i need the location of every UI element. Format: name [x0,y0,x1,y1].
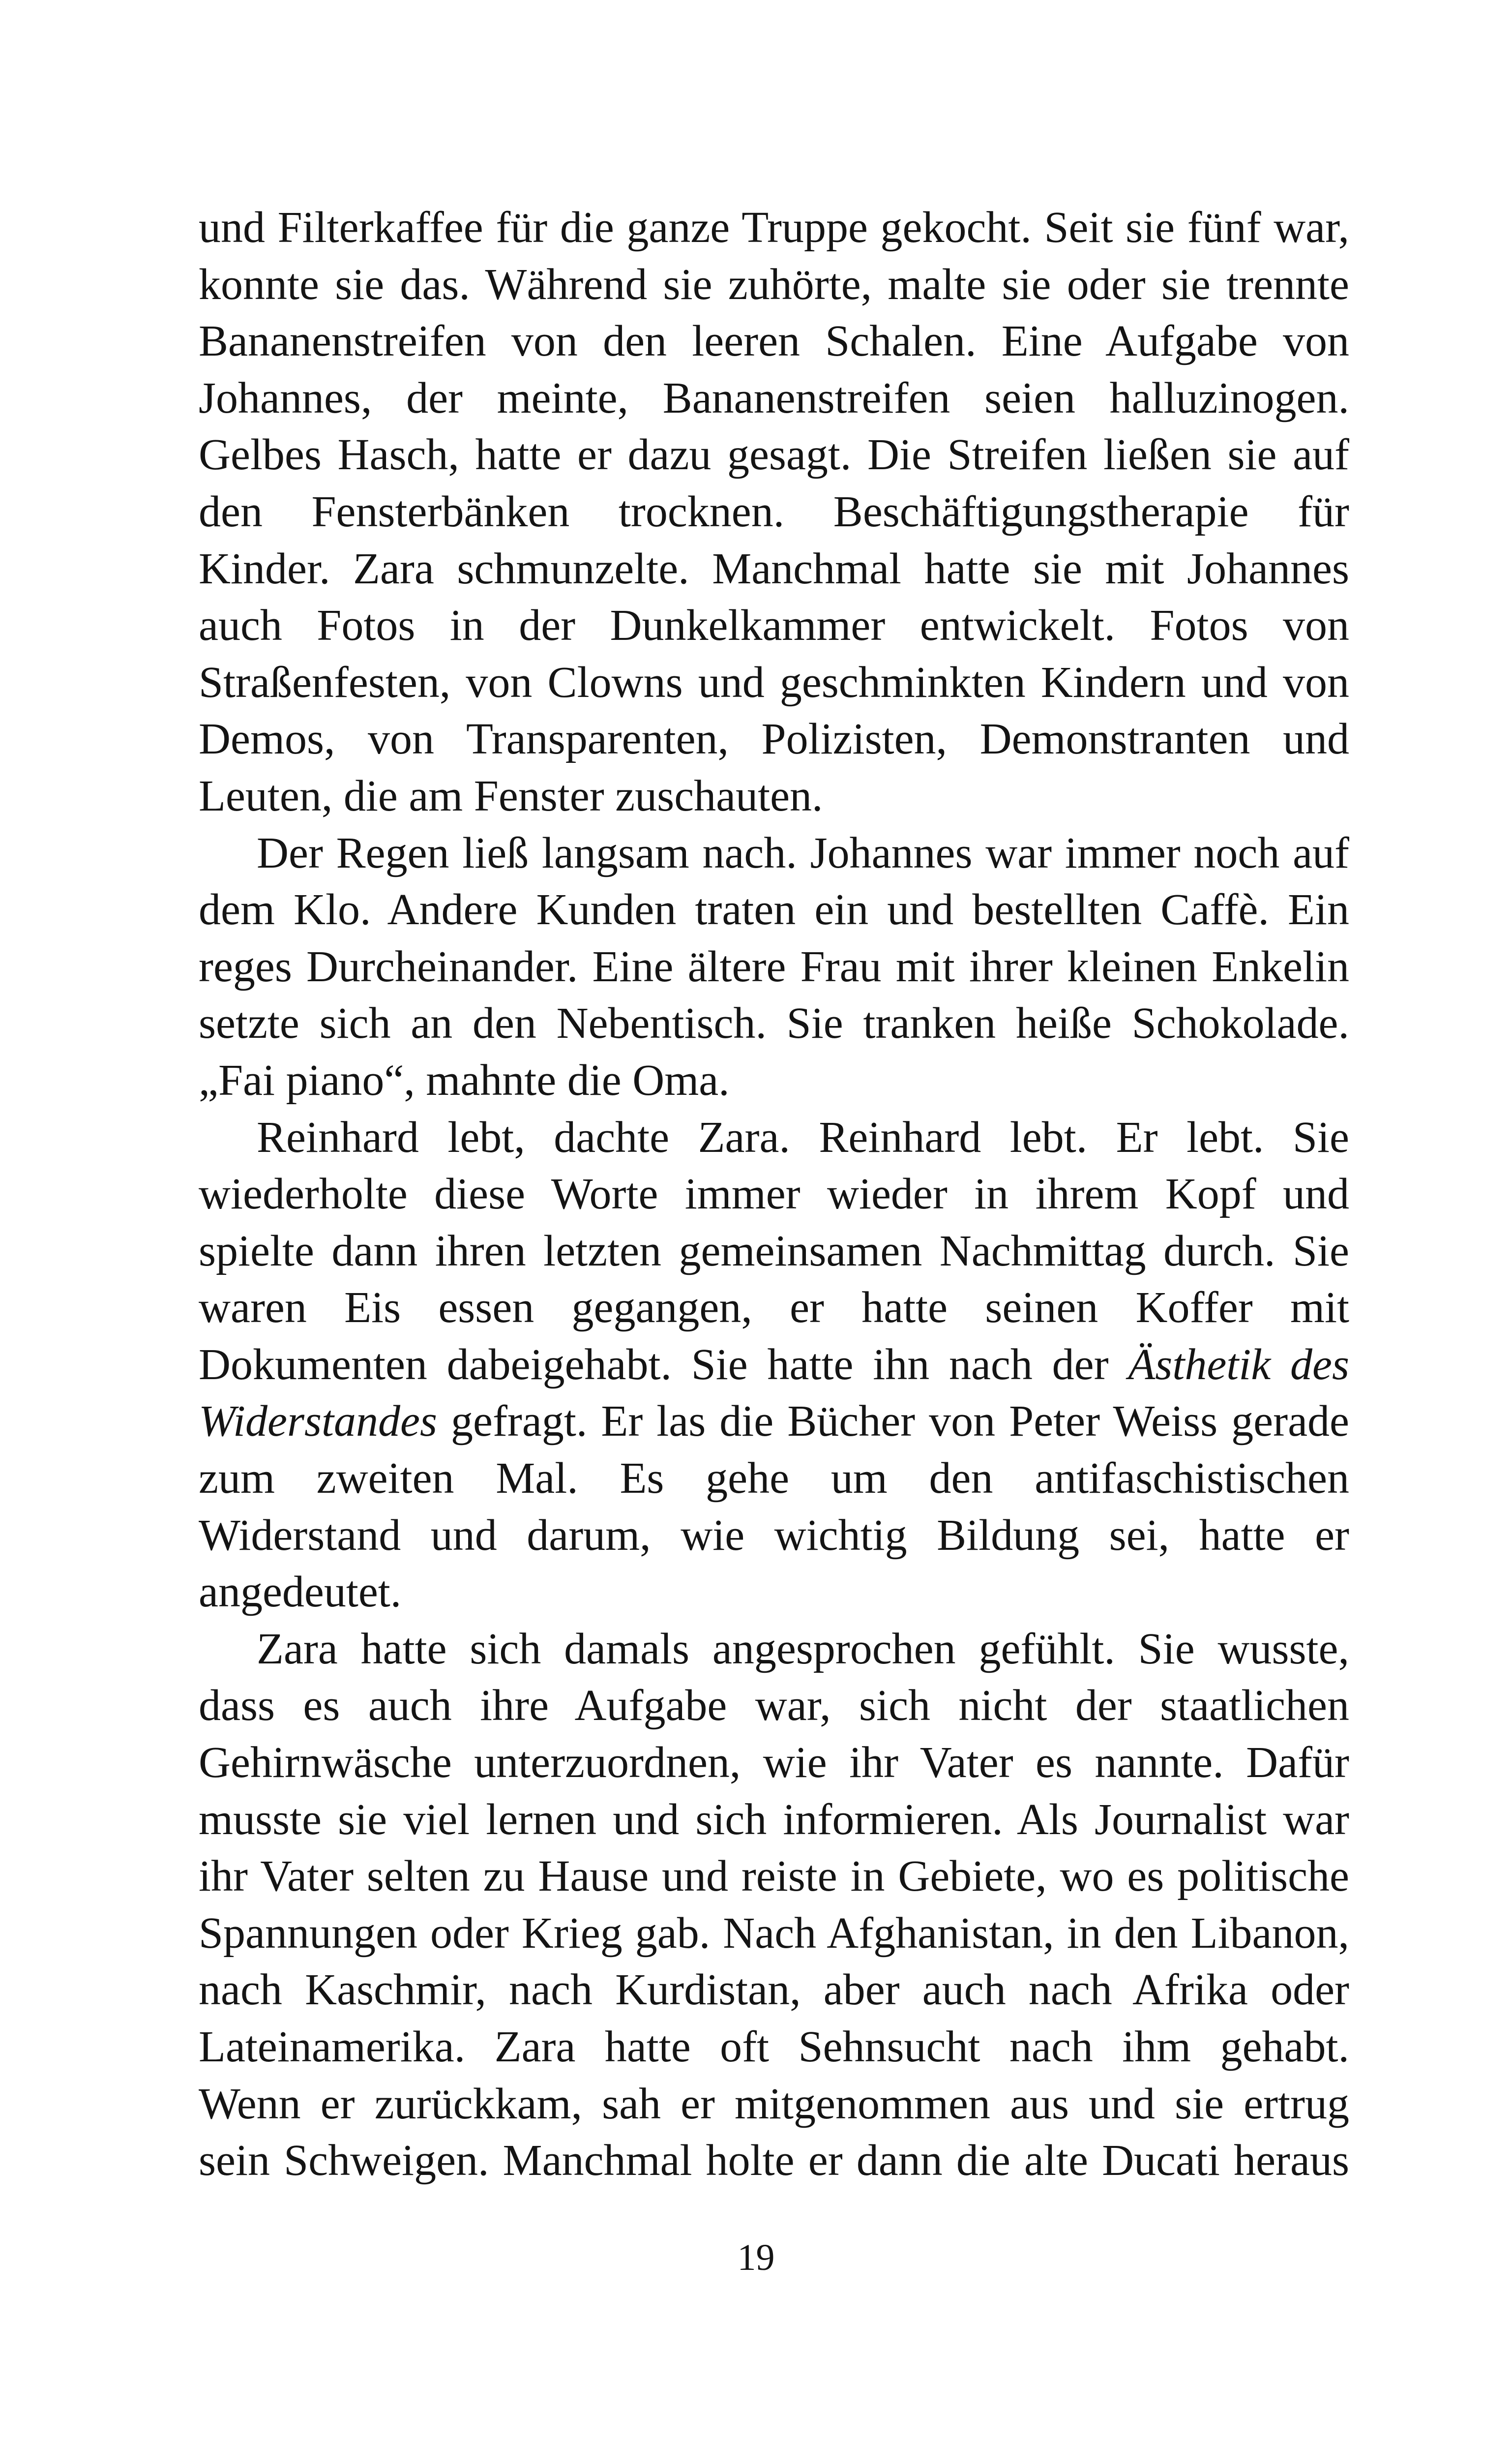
text-line: Bananenstreifen von den leeren Schalen. Eine Aufgabe von [199,317,1349,366]
text-line: sein Schweigen. Manchmal holte er dann die alte Ducati heraus [199,2136,1349,2185]
text-line: Demos, von Transparenten, Polizisten, Demonstranten und [199,715,1349,764]
page-number: 19 [737,2237,775,2278]
book-title-italic: Widerstandes [199,1397,437,1446]
text-line: Kinder. Zara schmunzelte. Manchmal hatte sie mit Johannes [199,544,1349,593]
text-line: reges Durcheinander. Eine ältere Frau mit ihrer kleinen Enkelin [199,942,1349,991]
paragraph-4 [199,1621,1349,2189]
text-line: Johannes, der meinte, Bananenstreifen seien halluzinogen. [199,373,1349,422]
text-line: Straßenfesten, von Clowns und geschminkten Kindern und von [199,658,1349,707]
text-line: waren Eis essen gegangen, er hatte seinen Koffer mit [199,1283,1349,1332]
paragraph-1 [199,199,1349,825]
text-line: Der Regen ließ langsam nach. Johannes war immer noch auf [257,828,1349,877]
book-title-italic: Ästhetik des [1128,1340,1349,1389]
text-line: Leuten, die am Fenster zuschauten. [199,771,823,820]
body-text [199,199,1349,2189]
text-line [199,1336,1349,1393]
text-line: spielte dann ihren letzten gemeinsamen Nachmittag durch. Sie [199,1226,1349,1275]
text-line: Wenn er zurückkam, sah er mitgenommen aus und sie ertrug [199,2079,1349,2128]
text-line: Lateinamerika. Zara hatte oft Sehnsucht nach ihm gehabt. [199,2022,1349,2071]
text-line: zum zweiten Mal. Es gehe um den antifaschistischen [199,1454,1349,1503]
text-line [199,1393,1349,1450]
text-line: Spannungen oder Krieg gab. Nach Afghanistan, in den Libanon, [199,1908,1349,1958]
text-line: „Fai piano“, mahnte die Oma. [199,1056,730,1105]
text-line: auch Fotos in der Dunkelkammer entwickelt. Fotos von [199,601,1349,650]
text-line: konnte sie das. Während sie zuhörte, malte sie oder sie trennte [199,260,1349,309]
text-line: Widerstand und darum, wie wichtig Bildung sei, hatte er [199,1510,1349,1560]
text-line: Gelbes Hasch, hatte er dazu gesagt. Die Streifen ließen sie auf [199,430,1349,480]
text-line: wiederholte diese Worte immer wieder in ihrem Kopf und [199,1170,1349,1219]
text-line: und Filterkaffee für die ganze Truppe gekocht. Seit sie fünf war, [199,203,1349,252]
text-line: dass es auch ihre Aufgabe war, sich nicht der staatlichen [199,1681,1349,1730]
paragraph-2 [199,825,1349,1109]
text-run: gefragt. Er las die Bücher von Peter Weiss gerade [437,1397,1349,1446]
text-line: den Fensterbänken trocknen. Beschäftigungstherapie für [199,487,1349,536]
text-line: angedeutet. [199,1568,402,1617]
text-line: nach Kaschmir, nach Kurdistan, aber auch nach Afrika oder [199,1965,1349,2015]
text-line: Reinhard lebt, dachte Zara. Reinhard lebt. Er lebt. Sie [257,1113,1349,1162]
text-line: ihr Vater selten zu Hause und reiste in Gebiete, wo es politische [199,1852,1349,1901]
text-line: setzte sich an den Nebentisch. Sie tranken heiße Schokolade. [199,999,1349,1048]
text-line: Zara hatte sich damals angesprochen gefühlt. Sie wusste, [257,1624,1349,1673]
text-line: dem Klo. Andere Kunden traten ein und bestellten Caffè. Ein [199,885,1349,935]
text-line: musste sie viel lernen und sich informieren. Als Journalist war [199,1795,1349,1844]
text-run: Dokumenten dabeigehabt. Sie hatte ihn nach der [199,1340,1128,1389]
paragraph-3 [199,1109,1349,1621]
text-line: Gehirnwäsche unterzuordnen, wie ihr Vater es nannte. Dafür [199,1738,1349,1787]
